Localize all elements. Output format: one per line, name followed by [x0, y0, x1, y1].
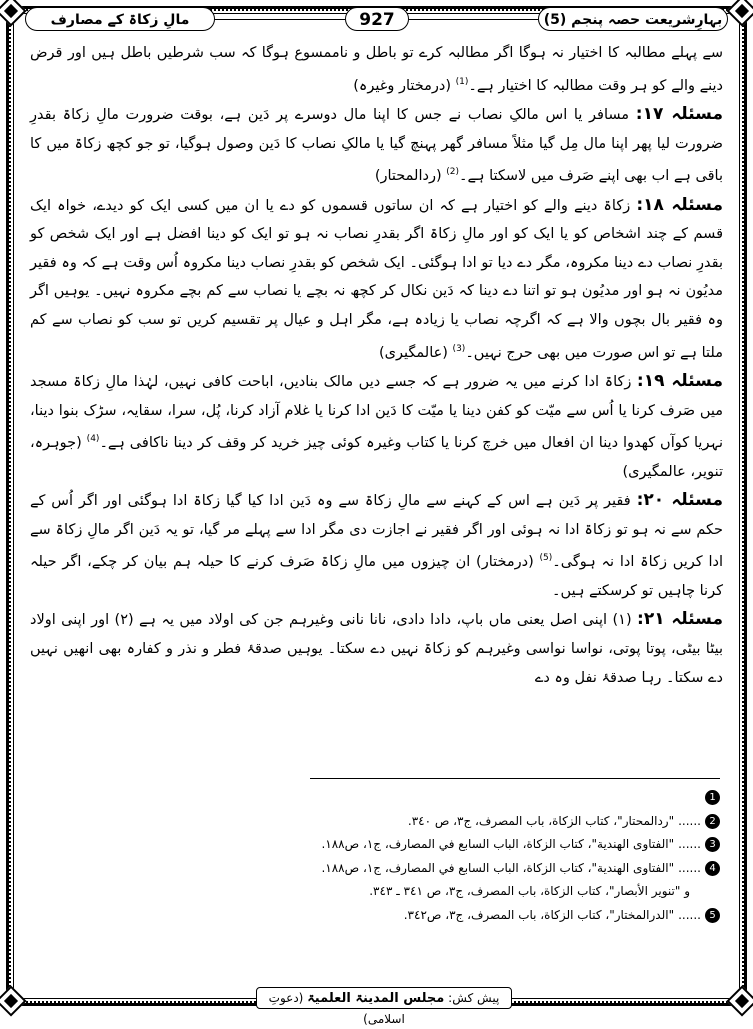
- header-divider: [215, 19, 345, 20]
- masla-20: مسئلہ ۲۰: فقیر پر دَین ہے اس کے کہنے سے مالِ زکاۃ سے وہ دَین ادا کیا گیا زکاۃ ادا ہوگئی اور اگر اُس کے حکم سے نہ ہو تو زکاۃ ادا نہ ہوئی اور اگر فقیر نے اجازت دی مگر ادا سے پہلے مر گیا، تو یہ دَین اگر مالِ زکاۃ سے ادا کریں زکاۃ ادا نہ ہوگی۔$^{(5)}$ (درمختار) ان چیزوں میں مالِ زکاۃ صَرف کرنے کا حیلہ ہم بیان کر چکے، اگر حیلہ کرنا چاہیں تو کرسکتے ہیں۔: [30, 490, 724, 599]
- masla-heading: مسئلہ ۲۰:: [636, 490, 724, 511]
- paragraph: سے پہلے مطالبہ کا اختیار نہ ہوگا اگر مطالبہ کرے تو باطل و ناممسوع ہوگا کہ سب شرطیں باطل ہیں اور قرض دینے والے کو ہر وقت مطالبہ کا اختیار ہے۔$^{(1)}$ (درمختار وغیرہ): [30, 45, 723, 94]
- footer-org: (دعوتِ اسلامی): [268, 991, 405, 1026]
- chapter-title: مالِ زکاۃ کے مصارف: [25, 7, 215, 31]
- masla-heading: مسئلہ ۱۷:: [635, 104, 723, 125]
- main-text: [30, 38, 723, 692]
- footer-presenter: پیش کش:: [448, 991, 500, 1005]
- masla-heading: مسئلہ ۱۹:: [636, 371, 723, 392]
- masla-18: مسئلہ ۱۸: زکاۃ دینے والے کو اختیار ہے کہ ان ساتوں قسموں کو دے یا ان میں کسی ایک کو دیدے، خواہ ایک قسم کے چند اشخاص کو یا ایک کو اور مالِ زکاۃ اگر بقدرِ نصاب نہ ہو تو ایک کو دینا افضل ہے اور ایک شخص کو بقدرِ نصاب دے دینا مکروہ، مگر دے دیا تو ادا ہوگئی۔ ایک شخص کو بقدرِ نصاب دینا مکروہ اُس وقت ہے کہ وہ فقیر مدیُون نہ ہو اور مدیُون ہو تو اتنا دے دینا کہ دَین نکال کر کچھ نہ بچے یا نصاب سے کم بچے مکروہ نہیں۔ یوہیں اگر وہ فقیر بال بچوں والا ہے کہ اگرچہ نصاب یا زیادہ ہے، مگر اہل و عیال پر تقسیم کریں تو سب کو نصاب سے کم ملتا ہے تو اس صورت میں بھی حرج نہیں۔$^{(3)}$ (عالمگیری): [30, 194, 723, 361]
- footer-publisher: مجلس المدینۃ العلمیۃ: [307, 991, 445, 1006]
- footnote: 3......"الفتاوى الهندية"، كتاب الزكاة، الباب السابع في المصارف، ج١، ص١٨٨.: [30, 833, 720, 857]
- book-title: بہارِشریعت حصہ پنجم (5): [538, 7, 728, 31]
- masla-17: مسئلہ ۱۷: مسافر یا اس مالکِ نصاب نے جس کا اپنا مال دوسرے پر دَین ہے، بوقت ضرورت مالِ زکاۃ بقدرِ ضرورت لیا پھر اپنا مال مِل گیا مثلاً مسافر گھر پہنچ گیا یا مالکِ نصاب کا دَین وصول ہوگیا، تو جو کچھ زکاۃ میں کا باقی ہے اب بھی اپنے صَرف میں لاسکتا ہے۔$^{(2)}$ (ردالمحتار): [30, 104, 723, 185]
- footnote-continuation: و "تنوير الأبصار"، كتاب الزكاة، باب المصرف، ج٣، ص ٣٤١ ـ ٣٤٣.: [369, 884, 690, 898]
- footnote: 4......"الفتاوى الهندية"، كتاب الزكاة، الباب السابع في المصارف، ج١، ص١٨٨.: [30, 857, 720, 881]
- footnote: 2......"ردالمحتار"، كتاب الزكاة، باب المصرف، ج٣، ص ٣٤٠.: [30, 810, 720, 834]
- masla-19: مسئلہ ۱۹: زکاۃ ادا کرنے میں یہ ضرور ہے کہ جسے دیں مالک بنادیں، اباحت کافی نہیں، لہٰذا مالِ زکاۃ مسجد میں صَرف کرنا یا اُس سے میّت کو کفن دینا یا میّت کا دَین ادا کرنا یا غلام آزاد کرنا، پُل، سرا، سقایہ، سڑک بنوا دینا، نہریا کوآں کھدوا دینا ان افعال میں خرچ کرنا یا کتاب وغیرہ کوئی چیز خرید کر وقف کر دینا ناکافی ہے۔$^{(4)}$ (جوہرہ، تنویر، عالمگیری): [30, 371, 723, 480]
- header-divider: [409, 19, 538, 20]
- footnotes: [30, 786, 720, 927]
- masla-heading: مسئلہ ۱۸:: [636, 194, 723, 215]
- footnote: 5......"الدرالمختار"، كتاب الزكاة، باب المصرف، ج٣، ص٣٤٢.: [30, 904, 720, 928]
- page-header: [25, 5, 728, 35]
- footnote: 1: [30, 786, 720, 810]
- masla-21: مسئلہ ۲۱: (۱) اپنی اصل یعنی ماں باپ، دادا دادی، نانا نانی وغیرہم جن کی اولاد میں یہ ہے (۲) اور اپنی اولاد بیٹا بیٹی، پوتا پوتی، نواسا نواسی وغیرہم کو زکاۃ نہیں دے سکتا۔ یوہیں صدقۂ فطر و نذر و کفارہ بھی انھیں نہیں دے سکتا۔ رہا صدقۂ نفل وہ دے: [30, 609, 723, 686]
- footnote-separator: [310, 778, 720, 779]
- masla-heading: مسئلہ ۲۱:: [637, 609, 723, 630]
- page-number: 927: [345, 7, 409, 31]
- page-footer: [256, 987, 512, 1026]
